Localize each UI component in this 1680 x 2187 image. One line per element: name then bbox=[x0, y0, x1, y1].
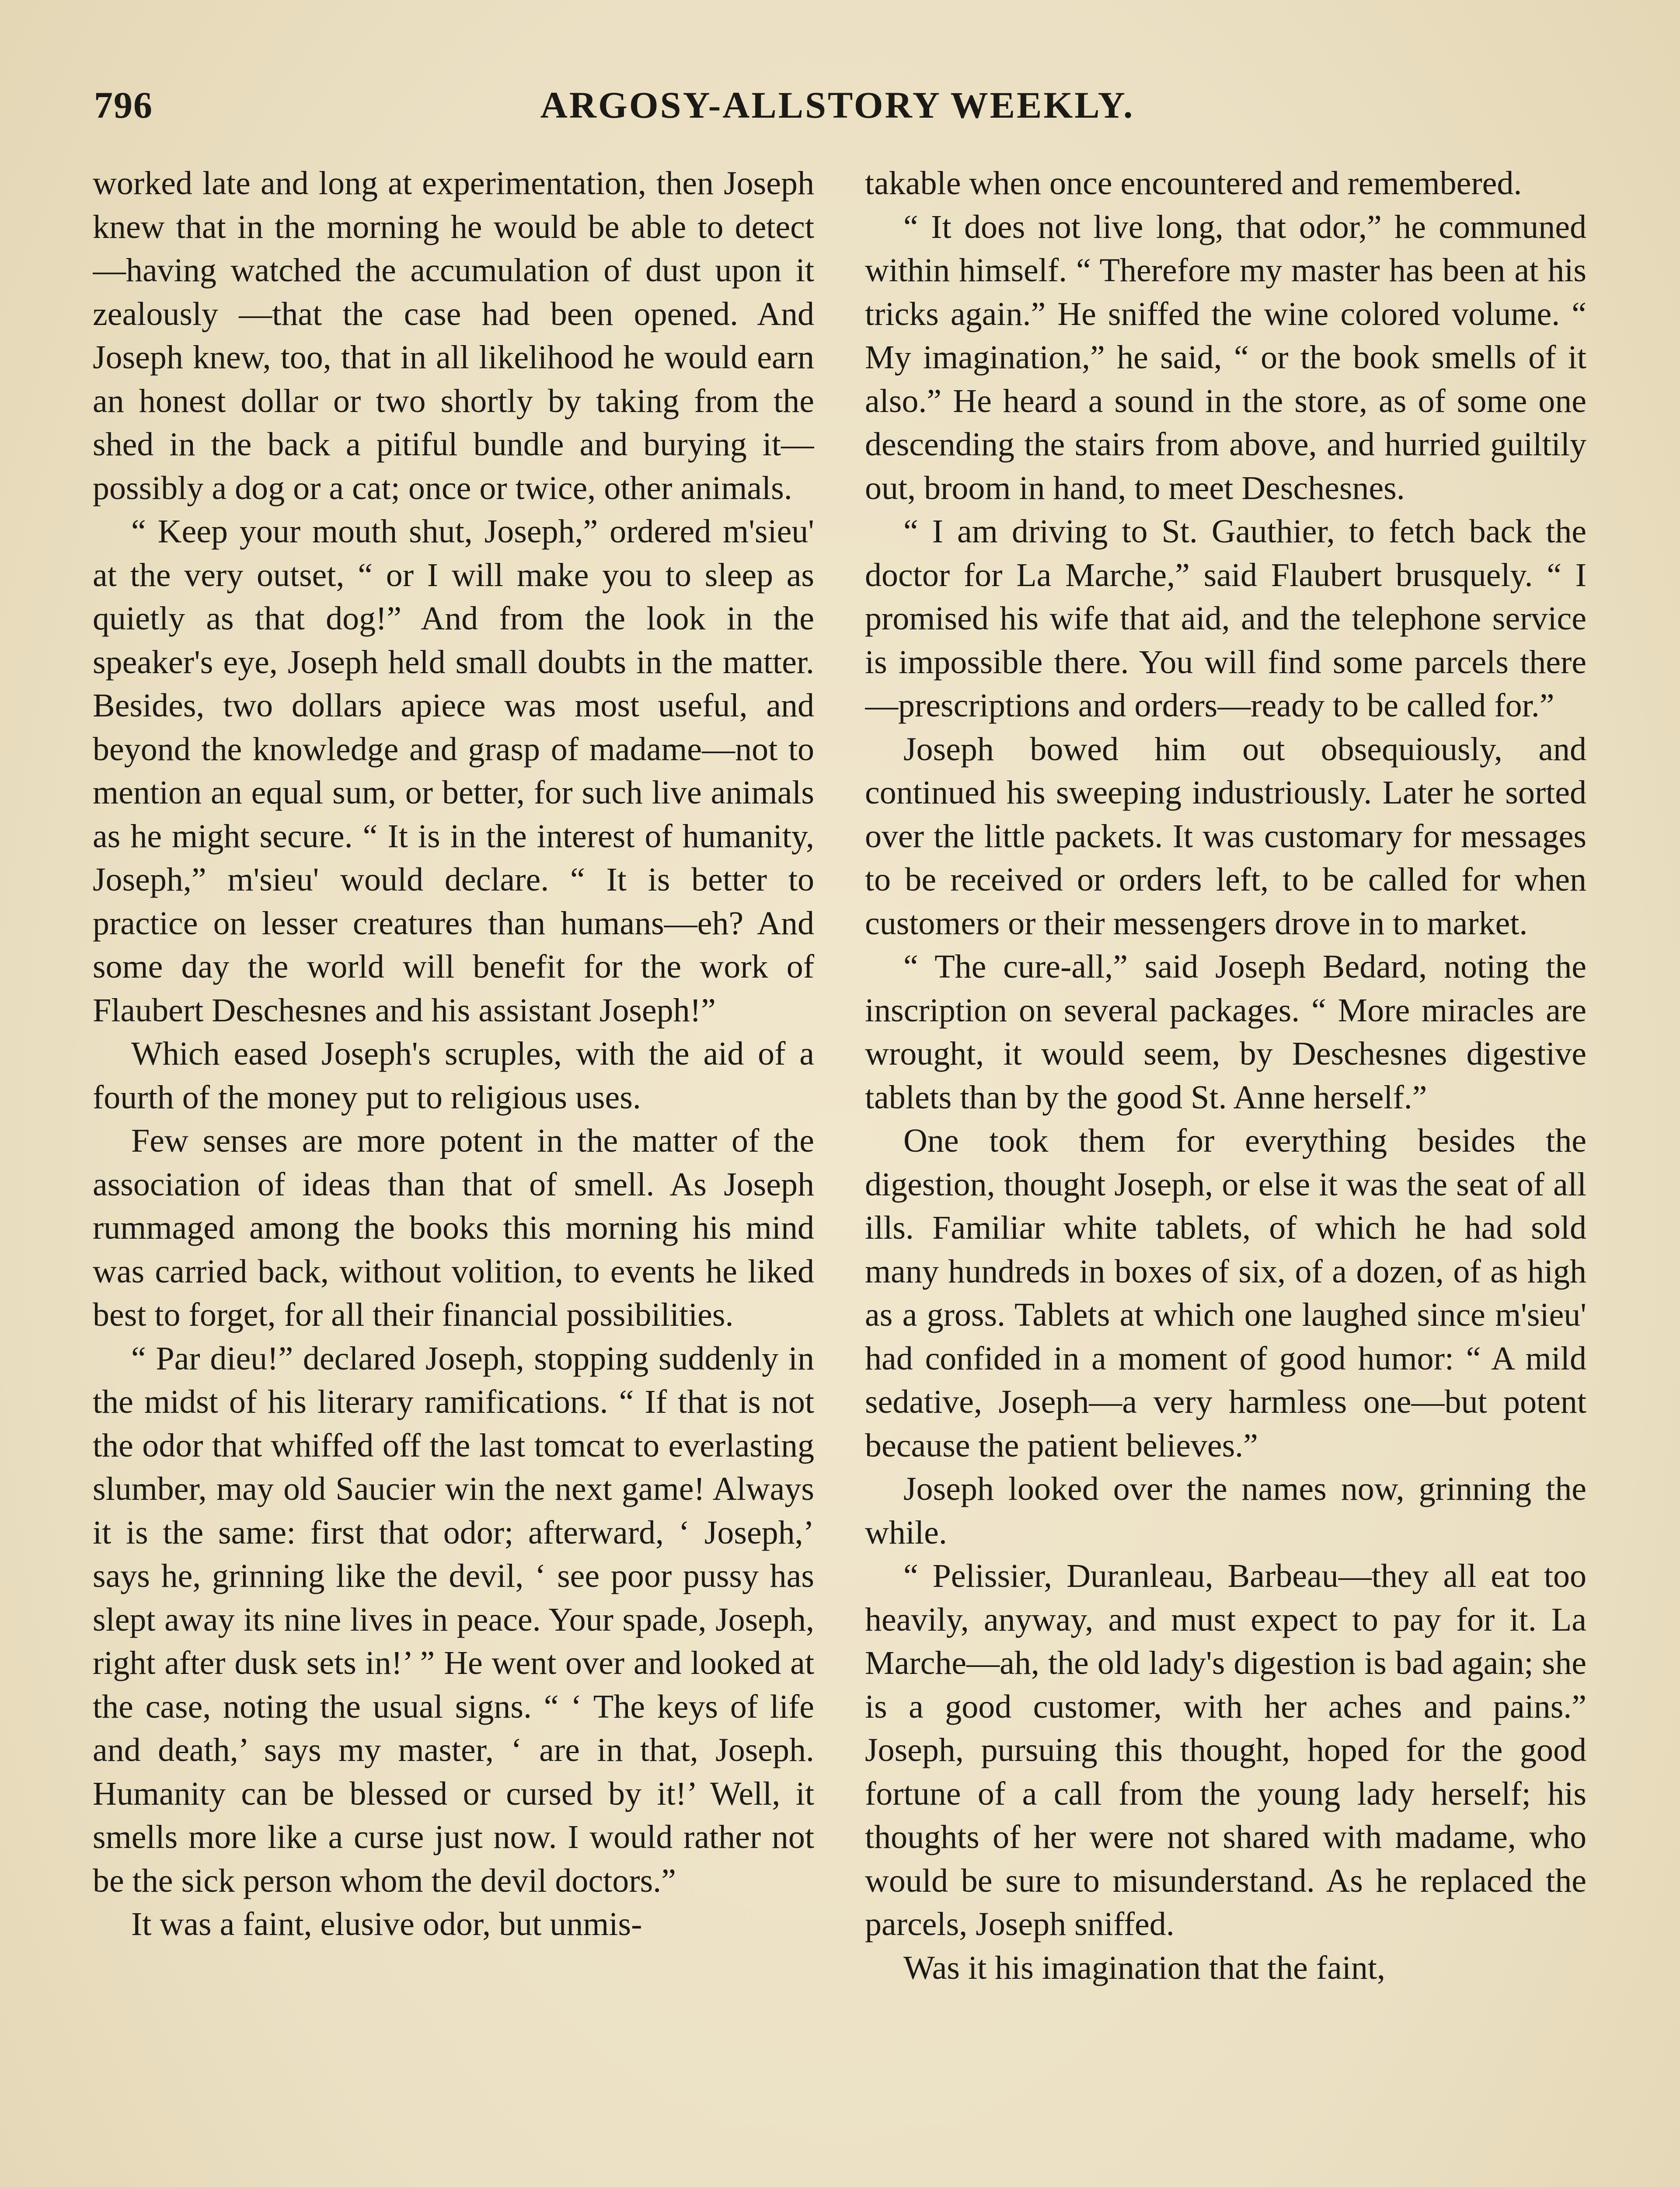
paragraph: takable when once encountered and remembered. bbox=[865, 165, 1522, 202]
paragraph: “ Par dieu!” declared Joseph, stopping suddenly in the midst of his literary ramifications. “ If that is not the odor that whiffed off the last tomcat to everlasting slumber, may old Saucier win the next game! Always it is the same: first that odor; afterward, ‘ Joseph,’ says he, grinning like the devil, ‘ see poor pussy has slept away its nine lives in peace. Your spade, Joseph, right after dusk sets in!’ ” He went over and looked at the case, noting the usual signs. “ ‘ The keys of life and death,’ says my master, ‘ are in that, Joseph. Humanity can be blessed or cursed by it!’ Well, it smells more like a curse just now. I would rather not be the sick person whom the devil doctors.” bbox=[93, 1340, 814, 1899]
left-column bbox=[93, 162, 814, 2187]
paragraph: Was it his imagination that the faint, bbox=[903, 1949, 1385, 1986]
paragraph: Which eased Joseph's scruples, with the aid of a fourth of the money put to religious uses. bbox=[93, 1035, 814, 1116]
paragraph: Joseph looked over the names now, grinning the while. bbox=[865, 1471, 1586, 1551]
paragraph: “ It does not live long, that odor,” he communed within himself. “ Therefore my master has been at his tricks again.” He sniffed the wine colored volume. “ My imagination,” he said, “ or the book smells of it also.” He heard a sound in the store, as of some one descending the stairs from above, and hurried guiltily out, broom in hand, to meet Deschesnes. bbox=[865, 208, 1586, 507]
running-head: ARGOSY-ALLSTORY WEEKLY. bbox=[540, 84, 1135, 126]
paragraph: “ Keep your mouth shut, Joseph,” ordered m'sieu' at the very outset, “ or I will make you to sleep as quietly as that dog!” And from the look in the speaker's eye, Joseph held small doubts in the matter. Besides, two dollars apiece was most useful, and beyond the knowledge and grasp of madame—not to mention an equal sum, or better, for such live animals as he might secure. “ It is in the interest of humanity, Joseph,” m'sieu' would declare. “ It is better to practice on lesser creatures than humans—eh? And some day the world will benefit for the work of Flaubert Deschesnes and his assistant Joseph!” bbox=[93, 513, 814, 1029]
paragraph: It was a faint, elusive odor, but unmis- bbox=[131, 1906, 642, 1942]
paragraph: “ The cure-all,” said Joseph Bedard, noting the inscription on several packages. “ More miracles are wrought, it would seem, by Deschesnes digestive tablets than by the good St. Anne herself.” bbox=[865, 948, 1586, 1116]
page-number: 796 bbox=[94, 84, 153, 126]
paragraph: One took them for everything besides the digestion, thought Joseph, or else it was the seat of all ills. Familiar white tablets, of which he had sold many hundreds in boxes of six, of a dozen, of as high as a gross. Tablets at which one laughed since m'sieu' had confided in a moment of good humor: “ A mild sedative, Joseph—a very harmless one—but potent because the patient believes.” bbox=[865, 1122, 1586, 1464]
page-header bbox=[94, 83, 1581, 136]
paragraph: “ Pelissier, Duranleau, Barbeau—they all eat too heavily, anyway, and must expect to pay for it. La Marche—ah, the old lady's digestion is bad again; she is a good customer, with her aches and pains.” Joseph, pursuing this thought, hoped for the good fortune of a call from the young lady herself; his thoughts of her were not shared with madame, who would be sure to misunderstand. As he replaced the parcels, Joseph sniffed. bbox=[865, 1558, 1586, 1942]
paragraph: Few senses are more potent in the matter of the association of ideas than that of smell. As Joseph rummaged among the books this morning his mind was carried back, without volition, to events he liked best to forget, for all their financial possibilities. bbox=[93, 1122, 814, 1333]
paragraph: Joseph bowed him out obsequiously, and continued his sweeping industriously. Later he sorted over the little packets. It was customary for messages to be received or orders left, to be called for when customers or their messengers drove in to market. bbox=[865, 730, 1586, 942]
paragraph: “ I am driving to St. Gauthier, to fetch back the doctor for La Marche,” said Flaubert brusquely. “ I promised his wife that aid, and the telephone service is impossible there. You will find some parcels there—prescriptions and orders—ready to be called for.” bbox=[865, 513, 1586, 724]
right-column bbox=[865, 162, 1586, 2187]
paragraph: worked late and long at experimentation, then Joseph knew that in the morning he would be able to detect—having watched the accumulation of dust upon it zealously —that the case had been opened. And Joseph knew, too, that in all likelihood he would earn an honest dollar or two shortly by taking from the shed in the back a pitiful bundle and burying it—possibly a dog or a cat; once or twice, other animals. bbox=[93, 165, 814, 507]
